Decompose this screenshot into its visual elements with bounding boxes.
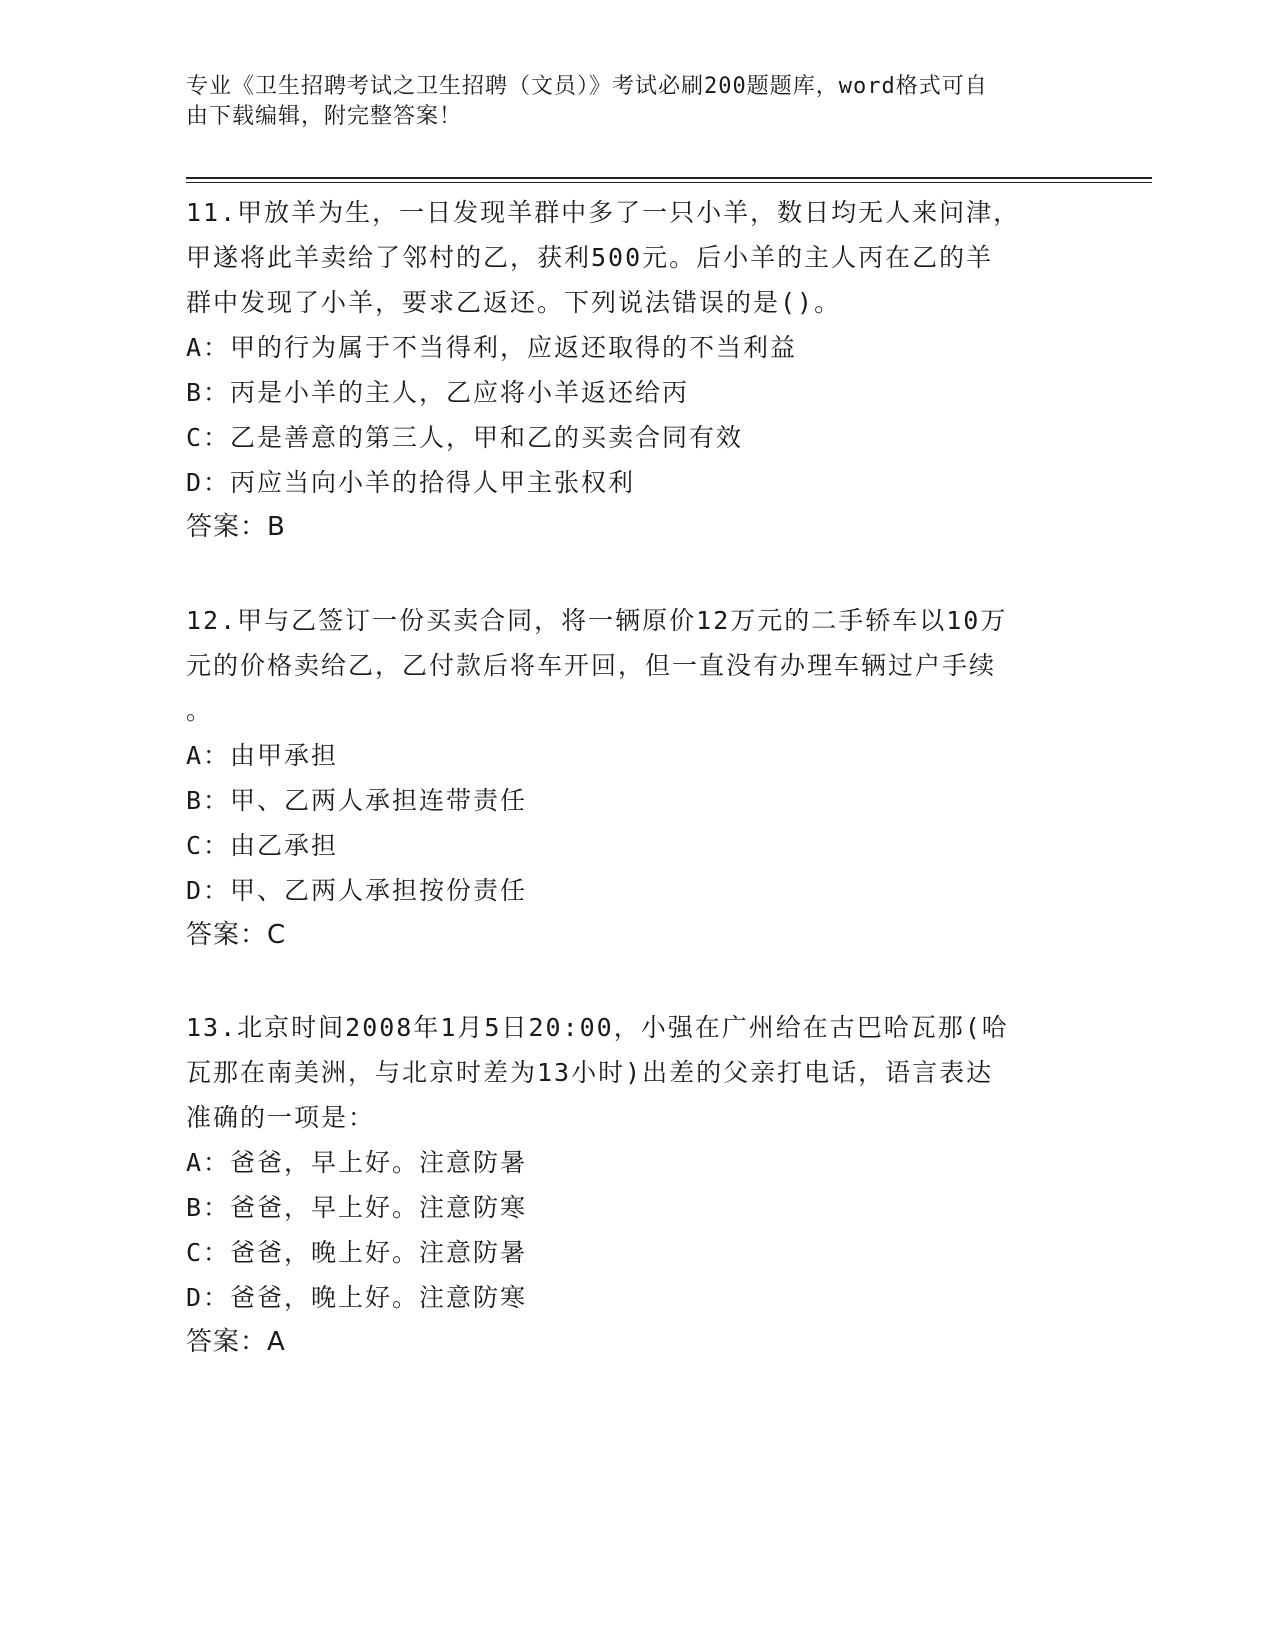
question-12: [186, 598, 1066, 958]
question-stem-line: 准确的一项是：: [186, 1103, 376, 1132]
option-c: C：爸爸，晚上好。注意防暑: [186, 1238, 528, 1267]
answer-line: 答案：C: [186, 920, 287, 950]
option-b: B：爸爸，早上好。注意防寒: [186, 1193, 528, 1222]
option-c: C：由乙承担: [186, 831, 339, 860]
question-stem-line: 瓦那在南美洲，与北京时差为13小时)出差的父亲打电话，语言表达: [186, 1058, 994, 1087]
option-a: A：爸爸，早上好。注意防暑: [186, 1148, 528, 1177]
option-b: B：丙是小羊的主人，乙应将小羊返还给丙: [186, 378, 690, 407]
question-stem-line: 13.北京时间2008年1月5日20:00，小强在广州给在古巴哈瓦那(哈: [186, 1013, 1009, 1042]
header-rule-thick: [186, 177, 1152, 179]
option-a: A：由甲承担: [186, 741, 339, 770]
question-stem-line: 。: [186, 696, 214, 725]
question-11: [186, 190, 1066, 550]
option-d: D：丙应当向小羊的拾得人甲主张权利: [186, 468, 636, 497]
option-b: B：甲、乙两人承担连带责任: [186, 786, 528, 815]
header-line-2: 由下载编辑，附完整答案！: [186, 104, 463, 129]
answer-line: 答案：A: [186, 1327, 286, 1357]
header-line-1: 专业《卫生招聘考试之卫生招聘（文员）》考试必刷200题题库，word格式可自: [186, 74, 988, 99]
question-stem-line: 甲遂将此羊卖给了邻村的乙，获利500元。后小羊的主人丙在乙的羊: [186, 243, 994, 272]
question-stem-line: 12.甲与乙签订一份买卖合同，将一辆原价12万元的二手轿车以10万: [186, 606, 1008, 635]
question-stem-line: 群中发现了小羊，要求乙返还。下列说法错误的是()。: [186, 288, 842, 317]
question-13: [186, 1005, 1066, 1365]
option-c: C：乙是善意的第三人，甲和乙的买卖合同有效: [186, 423, 744, 452]
option-d: D：爸爸，晚上好。注意防寒: [186, 1283, 528, 1312]
option-a: A：甲的行为属于不当得利，应返还取得的不当利益: [186, 333, 798, 362]
option-d: D：甲、乙两人承担按份责任: [186, 876, 528, 905]
question-stem-line: 元的价格卖给乙，乙付款后将车开回，但一直没有办理车辆过户手续: [186, 651, 997, 680]
header-rule-thin: [186, 182, 1152, 183]
question-stem-line: 11.甲放羊为生，一日发现羊群中多了一只小羊，数日均无人来问津，: [186, 198, 1021, 227]
answer-line: 答案：B: [186, 512, 286, 542]
document-header: [186, 72, 1066, 132]
